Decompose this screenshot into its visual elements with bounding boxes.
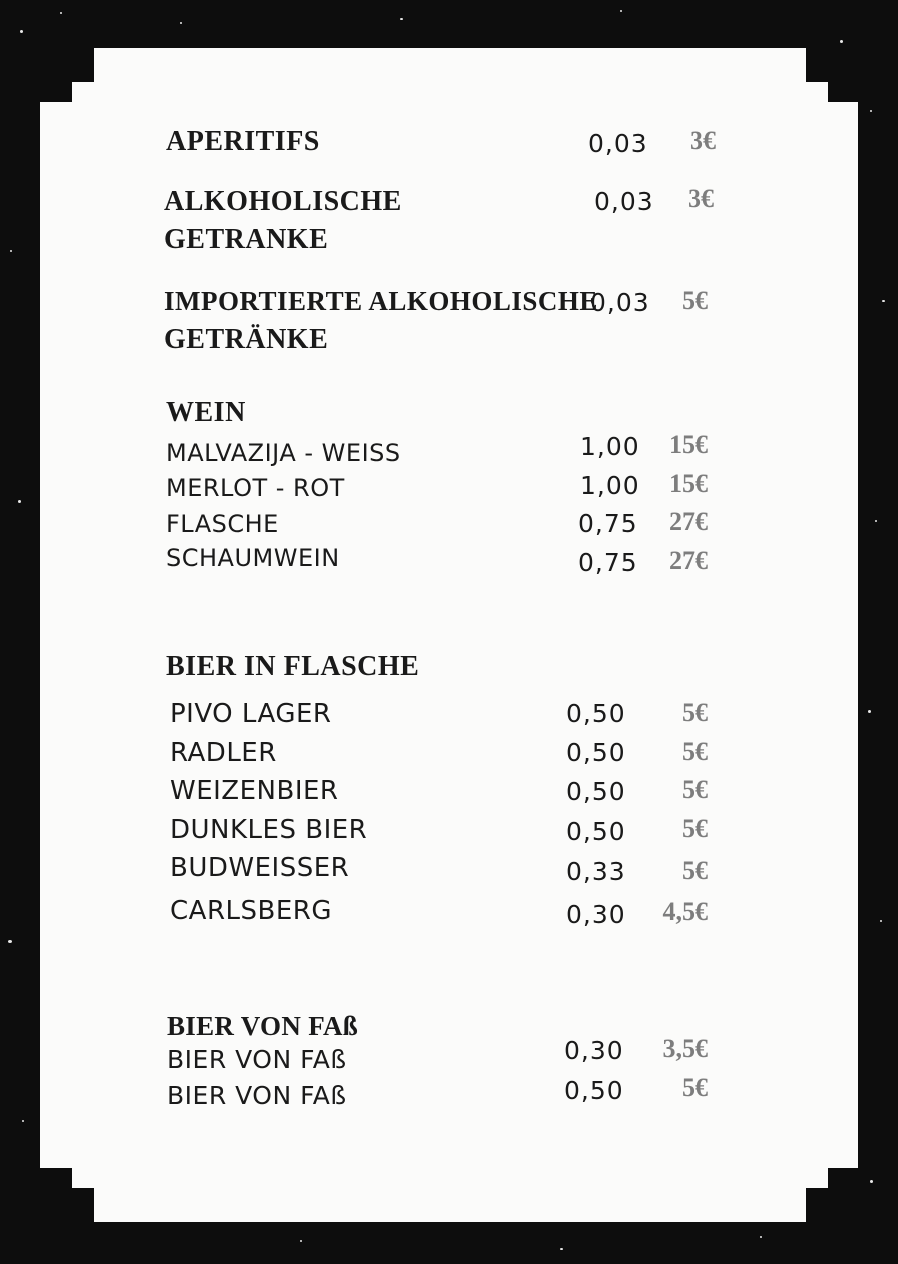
item-qty: 0,75 [578,509,638,538]
item-price: 5€ [682,775,708,804]
item-price: 15€ [669,430,708,459]
item-name: BUDWEISSER [170,853,350,883]
item-qty: 1,00 [580,471,640,500]
item-name: SCHAUMWEIN [166,544,340,572]
price-alkoholische: 3€ [688,184,714,213]
item-name: BIER VON FAß [167,1081,347,1110]
section-heading-importierte-line2: GETRÄNKE [164,324,329,355]
item-name: MERLOT - ROT [166,474,345,502]
item-qty: 1,00 [580,432,640,461]
item-name: MALVAZIJA - WEISS [166,439,401,467]
section-heading-aperitifs: APERITIFS [166,126,320,157]
item-name: RADLER [170,738,277,768]
qty-importierte: 0,03 [590,288,650,317]
item-name: BIER VON FAß [167,1045,347,1074]
item-price: 5€ [682,737,708,766]
item-qty: 0,75 [578,548,638,577]
item-qty: 0,50 [564,1076,624,1105]
item-qty: 0,50 [566,777,626,806]
item-price: 4,5€ [662,897,708,926]
item-price: 5€ [682,814,708,843]
item-price: 5€ [682,698,708,727]
item-qty: 0,33 [566,857,626,886]
section-heading-alkoholische-line1: ALKOHOLISCHE [164,186,402,217]
item-price: 5€ [682,1073,708,1102]
item-qty: 0,50 [566,699,626,728]
item-name: DUNKLES BIER [170,815,368,845]
price-aperitifs: 3€ [690,126,716,155]
item-qty: 0,30 [564,1036,624,1065]
item-name: CARLSBERG [170,896,332,926]
item-name: WEIZENBIER [170,776,339,806]
item-name: FLASCHE [166,510,279,538]
item-qty: 0,50 [566,738,626,767]
section-heading-wein: WEIN [166,397,246,428]
qty-alkoholische: 0,03 [594,187,654,216]
section-heading-bier-fass: BIER VON FAß [167,1011,359,1041]
item-price: 27€ [669,546,708,575]
item-price: 15€ [669,469,708,498]
item-price: 5€ [682,856,708,885]
section-heading-importierte-line1: IMPORTIERTE ALKOHOLISCHE [164,286,598,316]
section-heading-bier-flasche: BIER IN FLASCHE [166,651,420,682]
item-price: 3,5€ [662,1034,708,1063]
item-qty: 0,50 [566,817,626,846]
section-heading-alkoholische-line2: GETRANKE [164,224,329,255]
item-price: 27€ [669,507,708,536]
qty-aperitifs: 0,03 [588,129,648,158]
item-qty: 0,30 [566,900,626,929]
item-name: PIVO LAGER [170,699,332,729]
price-importierte: 5€ [682,286,708,315]
